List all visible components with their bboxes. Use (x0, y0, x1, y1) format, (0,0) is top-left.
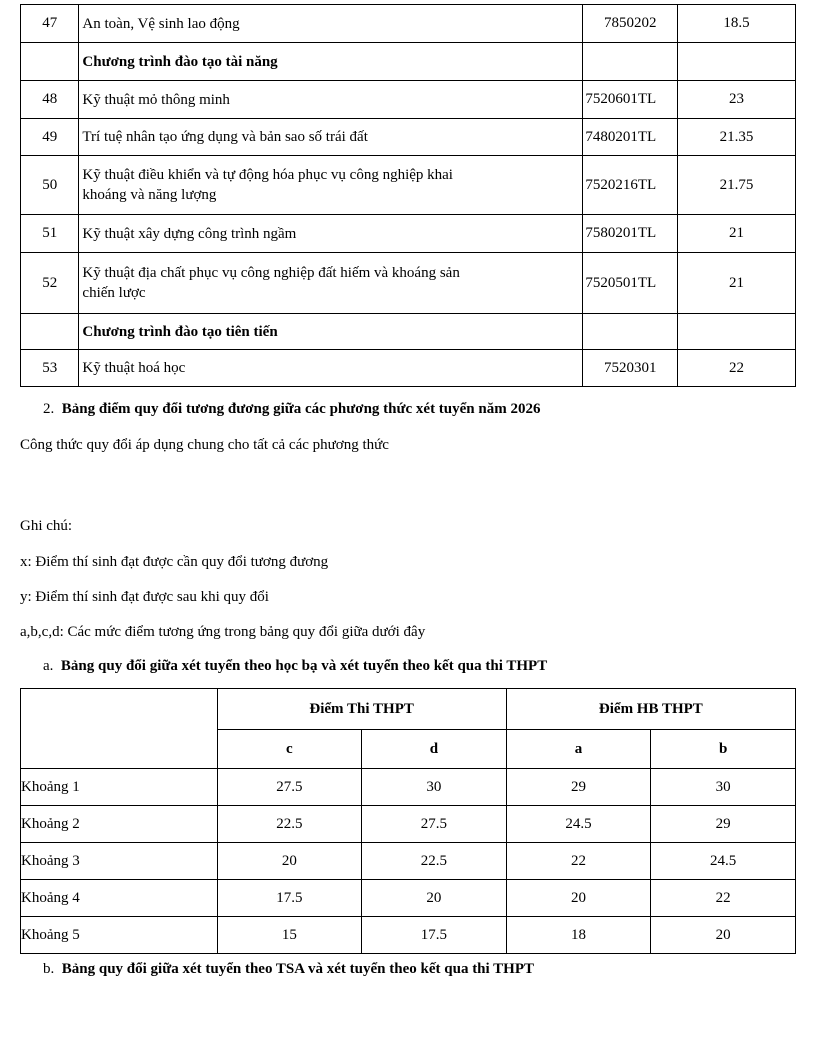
section-row (21, 314, 796, 350)
value-b: 20 (651, 917, 796, 954)
subsection-label: a. (43, 658, 54, 674)
table-row (21, 917, 796, 954)
note-abcd: a,b,c,d: Các mức điểm tương ứng trong bảng quy đổi giữa dưới đây (20, 624, 426, 640)
table-row (21, 806, 796, 843)
program-score: 21.75 (678, 156, 796, 215)
section-2-heading (43, 401, 540, 418)
program-name: Trí tuệ nhân tạo ứng dụng và bản sao số trái đất (79, 119, 583, 156)
program-name: Kỹ thuật hoá học (79, 350, 583, 387)
range-label: Khoảng 2 (21, 806, 218, 843)
value-c: 22.5 (217, 806, 362, 843)
section-row (21, 43, 796, 81)
row-number: 50 (21, 156, 79, 215)
program-name: An toàn, Vệ sinh lao động (79, 5, 583, 43)
value-c: 17.5 (217, 880, 362, 917)
program-score: 21.35 (678, 119, 796, 156)
section-title: Chương trình đào tạo tiên tiến (79, 314, 583, 350)
column-header-c: c (217, 730, 362, 769)
table-row (21, 119, 796, 156)
value-c: 20 (217, 843, 362, 880)
program-code: 7850202 (583, 5, 678, 43)
notes-title: Ghi chú: (20, 518, 73, 534)
table-row (21, 81, 796, 119)
program-score: 21 (678, 215, 796, 253)
value-a: 29 (506, 769, 651, 806)
column-header-d: d (362, 730, 507, 769)
program-name-line: khoáng và năng lượng (82, 187, 217, 203)
table-row (21, 880, 796, 917)
program-code: 7520501TL (583, 253, 678, 314)
value-a: 18 (506, 917, 651, 954)
value-a: 24.5 (506, 806, 651, 843)
value-a: 22 (506, 843, 651, 880)
program-code: 7520601TL (583, 81, 678, 119)
value-a: 20 (506, 880, 651, 917)
program-code: 7480201TL (583, 119, 678, 156)
program-code: 7580201TL (583, 215, 678, 253)
program-name: Kỹ thuật xây dựng công trình ngầm (79, 215, 583, 253)
program-name: Kỹ thuật mỏ thông minh (79, 81, 583, 119)
section-number: 2. (43, 401, 55, 417)
table-row (21, 843, 796, 880)
table-row (21, 253, 796, 314)
subsection-label: b. (43, 961, 55, 977)
subsection-b-heading (43, 961, 534, 978)
value-d: 30 (362, 769, 507, 806)
range-label: Khoảng 3 (21, 843, 218, 880)
value-b: 24.5 (651, 843, 796, 880)
program-name-line: Kỹ thuật điều khiển và tự động hóa phục vụ công nghiệp khai (82, 167, 453, 183)
value-c: 27.5 (217, 769, 362, 806)
subsection-a-heading (43, 658, 547, 675)
section-title: Chương trình đào tạo tài năng (79, 43, 583, 81)
note-x: x: Điểm thí sinh đạt được cần quy đổi tương đương (20, 554, 329, 570)
table-row (21, 156, 796, 215)
row-number: 48 (21, 81, 79, 119)
range-label: Khoảng 5 (21, 917, 218, 954)
table-header-row (21, 689, 796, 730)
value-b: 30 (651, 769, 796, 806)
program-score: 18.5 (678, 5, 796, 43)
empty-header-cell (21, 689, 218, 769)
row-number: 47 (21, 5, 79, 43)
note-y: y: Điểm thí sinh đạt được sau khi quy đổi (20, 589, 269, 605)
value-c: 15 (217, 917, 362, 954)
range-label: Khoảng 4 (21, 880, 218, 917)
row-number: 52 (21, 253, 79, 314)
row-number: 53 (21, 350, 79, 387)
section-title: Bảng điểm quy đổi tương đương giữa các phương thức xét tuyển năm 2026 (61, 401, 541, 417)
group-header-hb: Điểm HB THPT (506, 689, 795, 730)
value-d: 22.5 (362, 843, 507, 880)
program-code: 7520301 (583, 350, 678, 387)
value-b: 29 (651, 806, 796, 843)
program-code: 7520216TL (583, 156, 678, 215)
column-header-b: b (651, 730, 796, 769)
value-d: 17.5 (362, 917, 507, 954)
value-d: 27.5 (362, 806, 507, 843)
program-score: 23 (678, 81, 796, 119)
subsection-title: Bảng quy đổi giữa xét tuyển theo TSA và xét tuyển theo kết qua thi THPT (61, 961, 535, 977)
table-row (21, 5, 796, 43)
program-name-line: Kỹ thuật địa chất phục vụ công nghiệp đất hiếm và khoáng sản (82, 265, 460, 281)
program-name (79, 156, 583, 215)
table-row (21, 350, 796, 387)
range-label: Khoảng 1 (21, 769, 218, 806)
program-score-table (20, 4, 796, 387)
program-name (79, 253, 583, 314)
table-row (21, 769, 796, 806)
column-header-a: a (506, 730, 651, 769)
program-score: 21 (678, 253, 796, 314)
program-name-line: chiến lược (82, 285, 146, 301)
value-d: 20 (362, 880, 507, 917)
group-header-thpt: Điểm Thi THPT (217, 689, 506, 730)
subsection-title: Bảng quy đổi giữa xét tuyển theo học bạ và xét tuyển theo kết qua thi THPT (60, 658, 548, 674)
formula-note: Công thức quy đổi áp dụng chung cho tất cả các phương thức (20, 437, 389, 453)
row-number: 51 (21, 215, 79, 253)
value-b: 22 (651, 880, 796, 917)
conversion-table (20, 688, 796, 954)
row-number: 49 (21, 119, 79, 156)
table-row (21, 215, 796, 253)
program-score: 22 (678, 350, 796, 387)
